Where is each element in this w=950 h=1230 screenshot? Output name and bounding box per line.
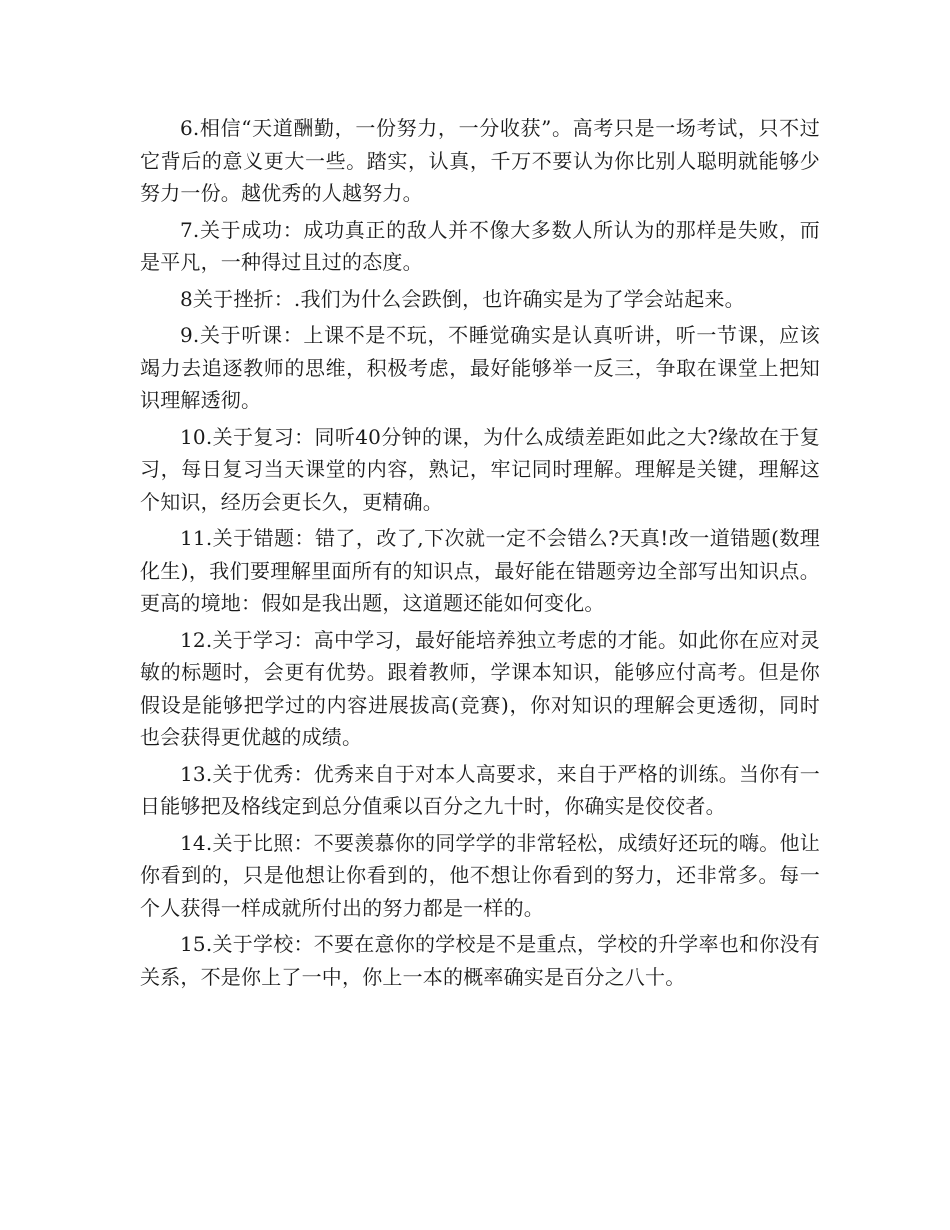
paragraph-11: 11.关于错题：错了，改了,下次就一定不会错么?天真!改一道错题(数理化生)，我们要理解里面所有的知识点，最好能在错题旁边全部写出知识点。更高的境地：假如是我出题，这道题还能如何变化。	[140, 526, 820, 615]
paragraph-12: 12.关于学习：高中学习，最好能培养独立考虑的才能。如此你在应对灵敏的标题时，会更有优势。跟着教师，学课本知识，能够应付高考。但是你假设是能够把学过的内容进展拔高(竞赛)，你对知识的理解会更透彻，同时也会获得更优越的成绩。	[140, 627, 820, 749]
paragraph-7: 7.关于成功：成功真正的敌人并不像大多数人所认为的那样是失败，而是平凡，一种得过且过的态度。	[140, 217, 820, 274]
paragraph-9: 9.关于听课：上课不是不玩，不睡觉确实是认真听讲，听一节课，应该竭力去追逐教师的思维，积极考虑，最好能够举一反三，争取在课堂上把知识理解透彻。	[140, 323, 820, 412]
paragraph-8: 8关于挫折：.我们为什么会跌倒，也许确实是为了学会站起来。	[180, 286, 745, 311]
document-body	[140, 112, 820, 997]
paragraph-15: 15.关于学校：不要在意你的学校是不是重点，学校的升学率也和你没有关系，不是你上了一中，你上一本的概率确实是百分之八十。	[140, 932, 820, 989]
paragraph-14: 14.关于比照：不要羡慕你的同学学的非常轻松，成绩好还玩的嗨。他让你看到的，只是他想让你看到的，他不想让你看到的努力，还非常多。每一个人获得一样成就所付出的努力都是一样的。	[140, 830, 820, 920]
paragraph-10: 10.关于复习：同听40分钟的课，为什么成绩差距如此之大?缘故在于复习，每日复习当天课堂的内容，熟记，牢记同时理解。理解是关键，理解这个知识，经历会更长久，更精确。	[140, 424, 820, 514]
paragraph-6: 6.相信“天道酬勤，一份努力，一分收获”。高考只是一场考试，只不过它背后的意义更大一些。踏实，认真，千万不要认为你比别人聪明就能够少努力一份。越优秀的人越努力。	[140, 116, 820, 205]
paragraph-13: 13.关于优秀：优秀来自于对本人高要求，来自于严格的训练。当你有一日能够把及格线定到总分值乘以百分之九十时，你确实是佼佼者。	[140, 761, 820, 818]
